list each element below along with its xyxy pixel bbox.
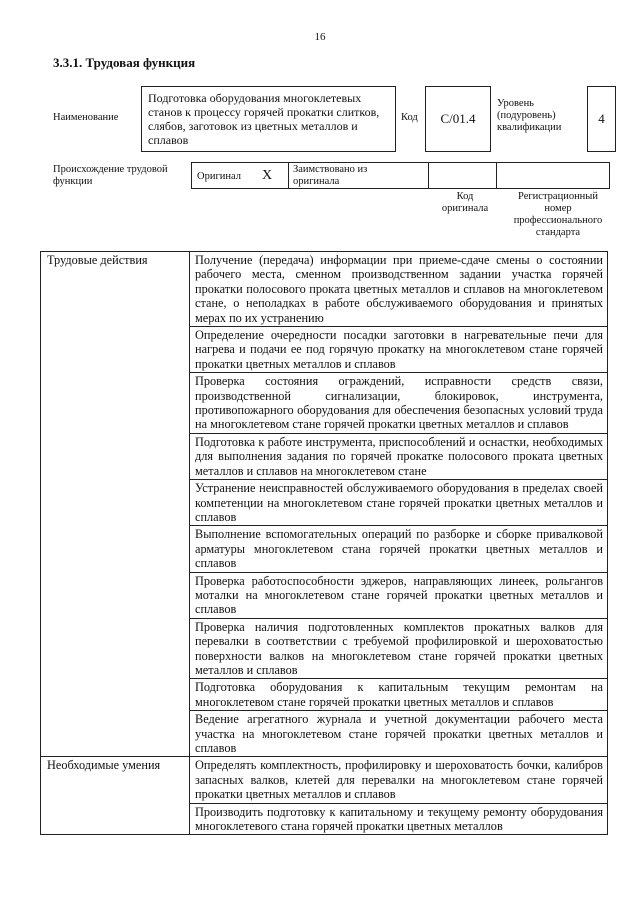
row-item: Выполнение вспомогательных операций по разборке и сборке привалковой арматуры многоклетевом стана горячей прокатки цветных металлов и сплавов [190, 526, 608, 572]
name-label: Наименование [53, 112, 119, 123]
section-title: 3.3.1. Трудовая функция [53, 55, 196, 70]
row-item: Проверка наличия подготовленных комплектов прокатных валков для перевалки в соответствии с требуемой профилировкой и шероховатостью поверхности валков на многоклетевом стане горячей прокатки цветных металлов и сплавов [190, 618, 608, 679]
row-item: Подготовка к работе инструмента, приспособлений и оснастки, необходимых для выполнения задания по горячей прокатке полосового проката цветных металлов и сплавов на многоклетевом стане [190, 433, 608, 479]
row-item: Ведение агрегатного журнала и учетной документации рабочего места участка на многоклетевом стане горячей прокатки цветных металлов и сплавов [190, 711, 608, 757]
table-row [41, 252, 608, 327]
row-category: Трудовые действия [41, 252, 190, 757]
level-label: Уровень (подуровень) квалификации [497, 98, 562, 133]
row-item: Проверка состояния ограждений, исправности средств связи, производственной сигнализации, блокировок, инструмента, противопожарного оборудования для обеспечения безопасных условий труда на многоклетевом стане горячей прокатки цветных металлов и сплавов [190, 373, 608, 434]
row-item: Подготовка оборудования к капитальным текущим ремонтам на многоклетевом стане горячей прокатки цветных металлов и сплавов [190, 679, 608, 711]
row-item: Устранение неисправностей обслуживаемого оборудования в пределах своей компетенции на многоклетевом стане горячей прокатки цветных металлов и сплавов [190, 480, 608, 526]
borrowed-label: Заимствовано из оригинала [293, 164, 368, 187]
original-label: Оригинал [197, 171, 241, 182]
level-value: 4 [587, 86, 616, 152]
code-label: Код [401, 112, 418, 123]
row-item: Получение (передача) информации при приеме-сдаче смены о состоянии рабочего места, сменном производственном задании участка горячей прокатки полосового проката цветных металлов и сплавов на многоклетевом стане, о неполадках в работе обслуживаемого оборудования и принятых мерах по их устранению [190, 252, 608, 327]
origin-divider-1 [288, 162, 289, 189]
row-item: Проверка работоспособности эджеров, направляющих линеек, рольгангов моталки на многоклетевом стане горячей прокатки цветных металлов и сплавов [190, 572, 608, 618]
origin-divider-3 [496, 162, 497, 189]
origin-label: Происхождение трудовой функции [53, 164, 168, 187]
name-value: Подготовка оборудования многоклетевых станов к процессу горячей прокатки слитков, слябов, заготовок из цветных металлов и сплавов [141, 86, 396, 152]
reg-caption: Регистрационный номер профессионального стандарта [513, 191, 603, 238]
original-mark: X [262, 168, 273, 183]
code-caption: Код оригинала [441, 191, 489, 214]
row-item: Производить подготовку к капитальному и текущему ремонту оборудования многоклетевого стана горячей прокатки цветных металлов [190, 803, 608, 835]
code-value: C/01.4 [425, 86, 491, 152]
table-row [41, 757, 608, 803]
origin-divider-2 [428, 162, 429, 189]
row-item: Определение очередности посадки заготовки в нагревательные печи для нагрева и подачи ее под горячую прокатку на многоклетевом стане горячей прокатки цветных металлов и сплавов [190, 327, 608, 373]
page-number: 16 [314, 31, 326, 43]
row-category: Необходимые умения [41, 757, 190, 835]
row-item: Определять комплектность, профилировку и шероховатость бочки, калибров запасных валков, клетей для перевалки на многоклетевом стане горячей прокатки цветных металлов и сплавов [190, 757, 608, 803]
functions-table [40, 251, 608, 835]
